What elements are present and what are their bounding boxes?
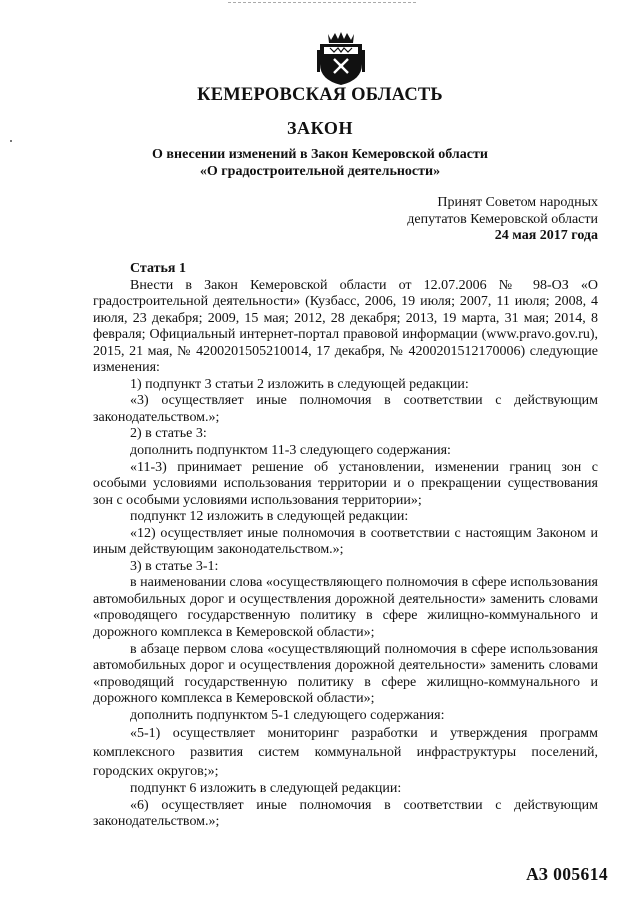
- paragraph: дополнить подпунктом 11-3 следующего содержания:: [130, 443, 451, 459]
- law-subject-line-2: «О градостроительной деятельности»: [199, 164, 441, 179]
- paragraph: 1) подпункт 3 статьи 2 изложить в следующей редакции:: [130, 376, 469, 392]
- adoption-block: [407, 195, 598, 245]
- coat-of-arms-icon: [316, 30, 366, 86]
- paragraph: «3) осуществляет иные полномочия в соответствии с действующим законодательством.»;: [93, 393, 598, 425]
- paragraph: 2) в статье 3:: [130, 426, 207, 442]
- article-title: Статья 1: [130, 261, 186, 276]
- paragraph: Внести в Закон Кемеровской области от 12.07.2006 № 98-ОЗ «О градостроительной деятельности» (Кузбасс, 2006, 19 июля; 2007, 11 июля; 2008, 4 июля, 23 декабря; 2009, 15 мая; 2012, 28 декабря; 2013, 19 марта, 31 мая; 2014, 8 февраля; Официальный интернет-портал правовой информации (www.pravo.gov.ru), 2015, 21 мая, № 4200201505210014, 17 декабря, № 4200201512170006) следующие изменения:: [93, 277, 598, 376]
- paragraph: в абзаце первом слова «осуществляющий полномочия в сфере использования автомобильных дорог и осуществления дорожной деятельности» заменить словами «проводящий государственную политику в сфере жилищно-коммунального и дорожного комплекса в Кемеровской области»;: [93, 641, 598, 707]
- adoption-line-1: Принят Советом народных: [437, 195, 598, 210]
- article-body: [93, 261, 598, 831]
- adoption-date: 24 мая 2017 года: [494, 228, 598, 243]
- paragraph: «12) осуществляет иные полномочия в соответствии с настоящим Законом и иным действующим законодательством.»;: [93, 525, 598, 558]
- law-subject-line-1: О внесении изменений в Закон Кемеровской области: [152, 147, 488, 162]
- paragraph: «11-3) принимает решение об установлении, изменении границ зон с особыми условиями использования территории и о прекращении существования зон с особыми условиями использования территории»;: [93, 459, 598, 508]
- paragraph: «5-1) осуществляет мониторинг разработки и утверждения программ комплексного развития систем коммунальной инфраструктуры поселений, городских округов;»;: [93, 726, 598, 780]
- region-title: КЕМЕРОВСКАЯ ОБЛАСТЬ: [197, 85, 443, 105]
- law-subject: [0, 146, 640, 180]
- adoption-line-2: депутатов Кемеровской области: [407, 211, 598, 227]
- doc-type-title: ЗАКОН: [286, 118, 354, 138]
- paragraph: «6) осуществляет иные полномочия в соответствии с действующим законодательством.»;: [93, 797, 598, 830]
- paragraph: подпункт 6 изложить в следующей редакции:: [130, 781, 402, 797]
- top-scan-line: [228, 2, 416, 3]
- paragraph: дополнить подпунктом 5-1 следующего содержания:: [130, 707, 445, 723]
- serial-number: АЗ 005614: [526, 864, 608, 884]
- scan-speck: [10, 140, 12, 142]
- paragraph: в наименовании слова «осуществляющего полномочия в сфере использования автомобильных дорог и осуществления дорожной деятельности» заменить словами «проводящего государственную политику в сфере жилищно-коммунального и дорожного комплекса в Кемеровской области»;: [93, 575, 598, 641]
- paragraph: подпункт 12 изложить в следующей редакции:: [130, 509, 409, 525]
- paragraph: 3) в статье 3-1:: [130, 558, 219, 574]
